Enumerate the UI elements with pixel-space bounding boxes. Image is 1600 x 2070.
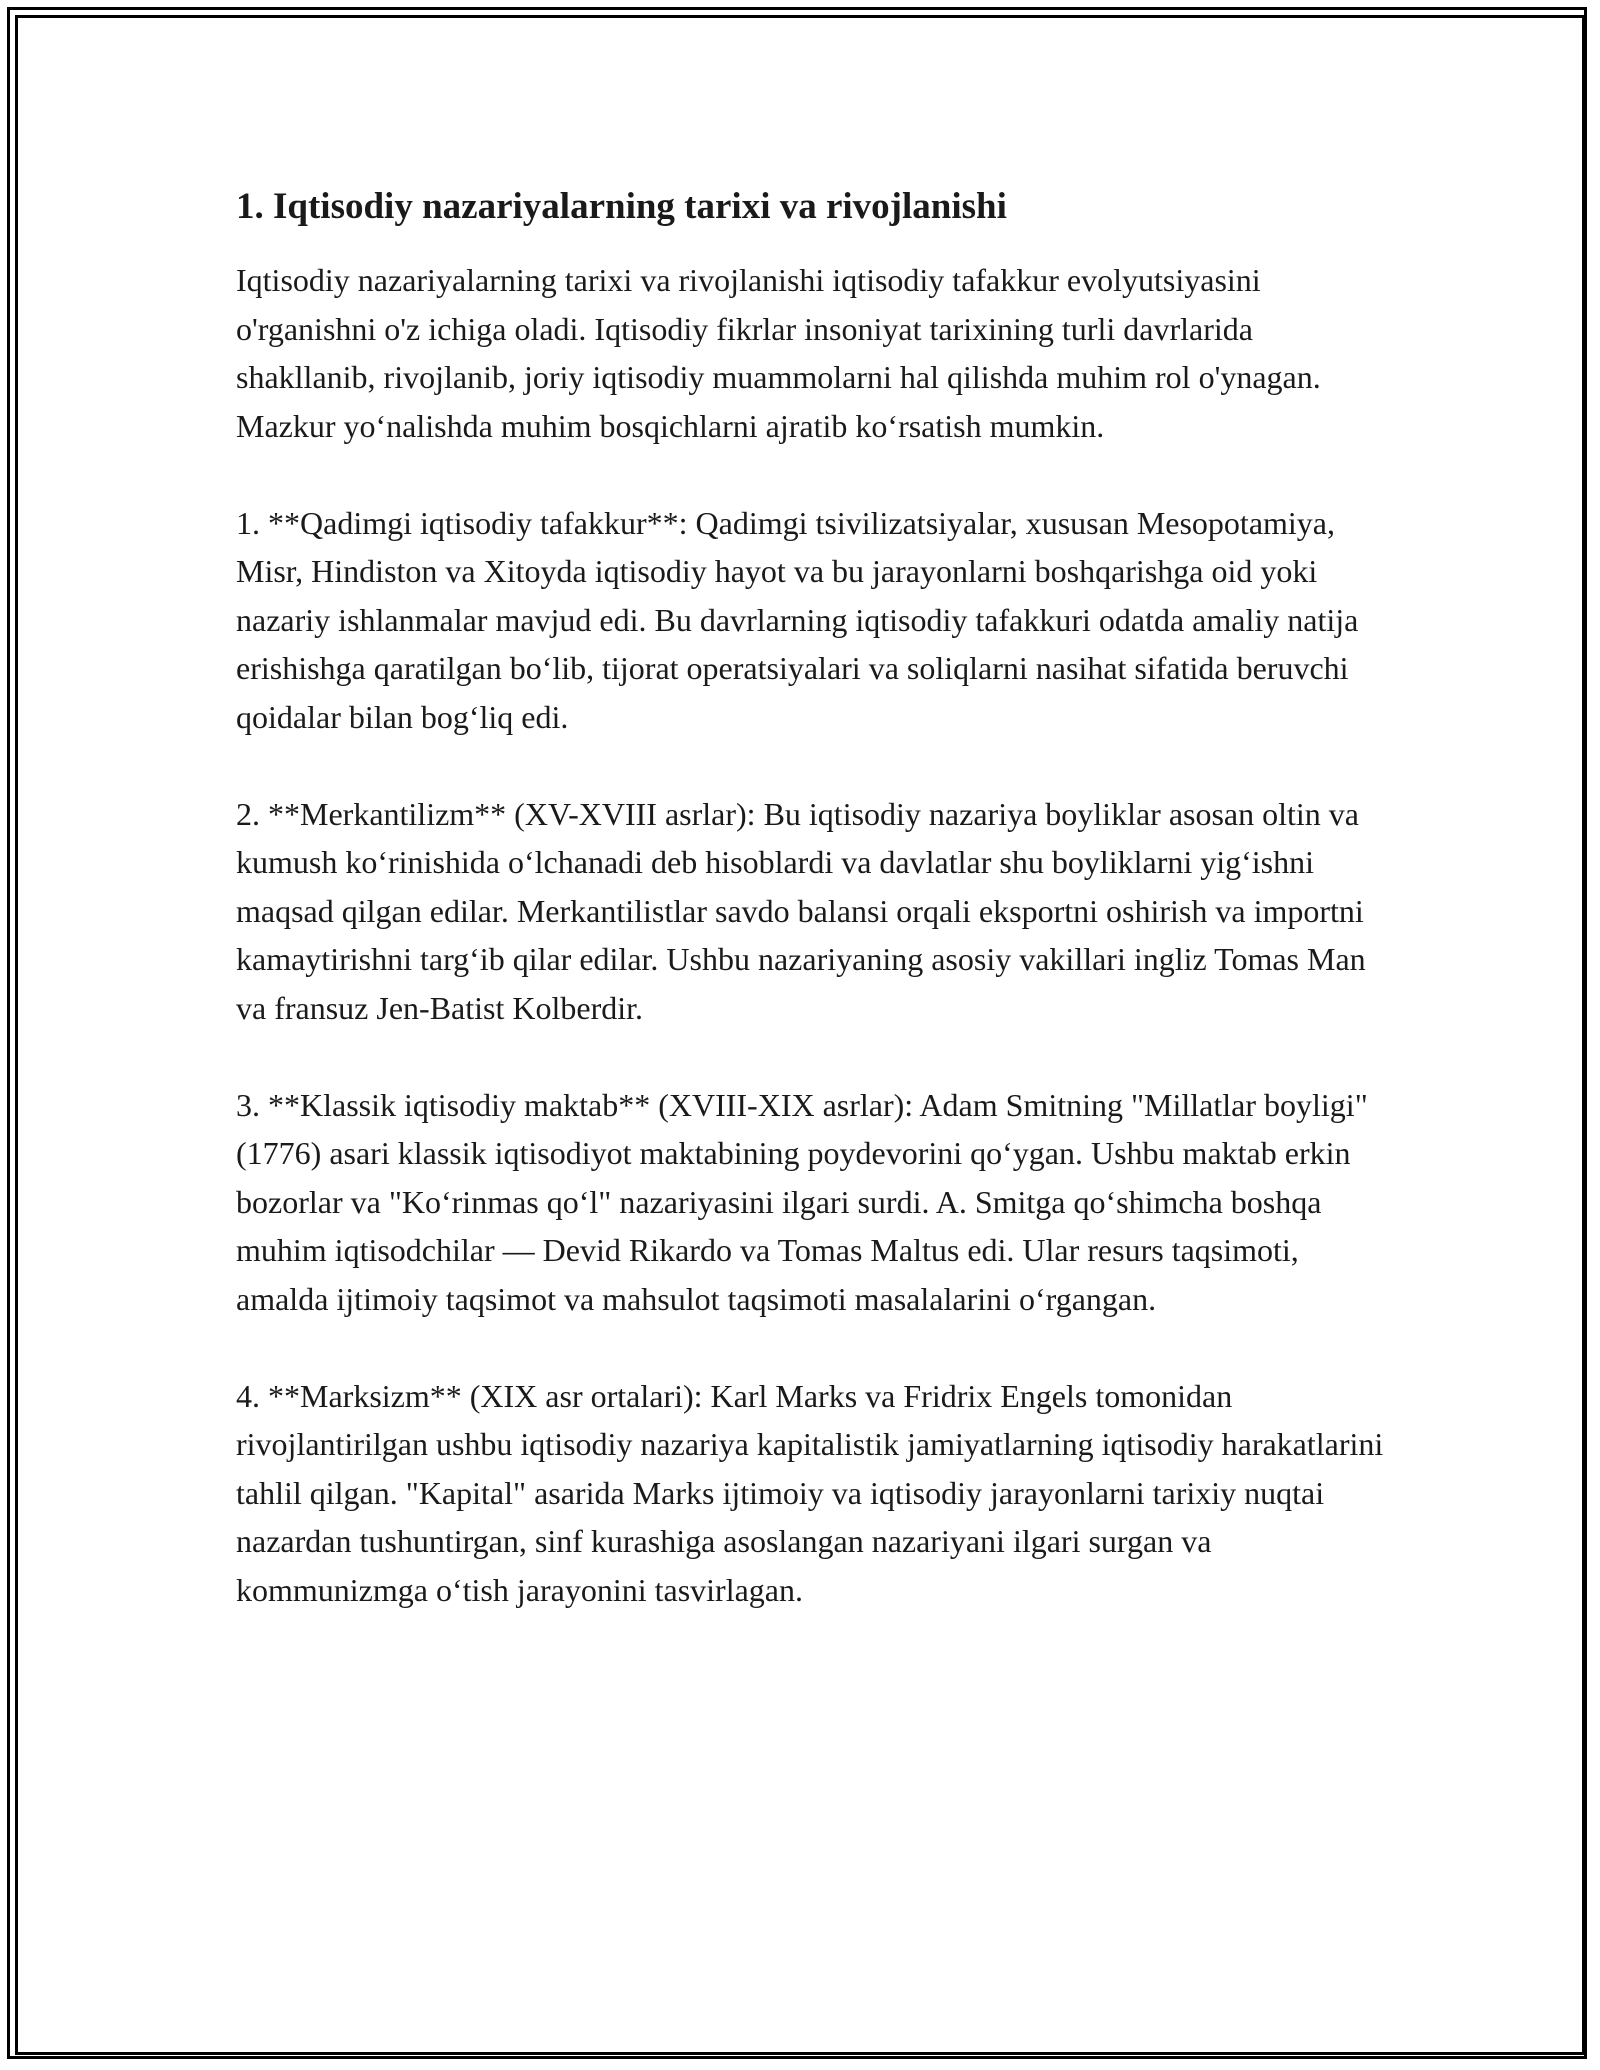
paragraph-ancient-economic-thought: 1. **Qadimgi iqtisodiy tafakkur**: Qadimgi tsivilizatsiyalar, xususan Mesopotamiya, Misr, Hindiston va Xitoyda iqtisodiy hayot va bu jarayonlarni boshqarishga oid yoki nazariy ishlanmalar mavjud edi. Bu davrlarning iqtisodiy tafakkuri odatda amaliy natija erishishga qaratilgan bo‘lib, tijorat operatsiyalari va soliqlarni nasihat sifatida beruvchi qoidalar bilan bog‘liq edi.	[236, 504, 1359, 735]
document-body	[236, 184, 1386, 1663]
paragraph-mercantilism: 2. **Merkantilizm** (XV-XVIII asrlar): Bu iqtisodiy nazariya boyliklar asosan oltin va kumush ko‘rinishida o‘lchanadi deb hisoblardi va davlatlar shu boyliklarni yig‘ishni maqsad qilgan edilar. Merkantilistlar savdo balansi orqali eksportni oshirish va importni kamaytirishni targ‘ib qilar edilar. Ushbu nazariyaning asosiy vakillari ingliz Tomas Man va fransuz Jen-Batist Kolberdir.	[236, 795, 1366, 1026]
paragraph-marxism: 4. **Marksizm** (XIX asr ortalari): Karl Marks va Fridrix Engels tomonidan rivojlantirilgan ushbu iqtisodiy nazariya kapitalistik jamiyatlarning iqtisodiy harakatlarini tahlil qilgan. "Kapital" asarida Marks ijtimoiy va iqtisodiy jarayonlarni tarixiy nuqtai nazardan tushuntirgan, sinf kurashiga asoslangan nazariyani ilgari surgan va kommunizmga o‘tish jarayonini tasvirlagan.	[236, 1377, 1384, 1608]
document-title: 1. Iqtisodiy nazariyalarning tarixi va rivojlanishi	[236, 186, 1007, 227]
intro-paragraph: Iqtisodiy nazariyalarning tarixi va rivojlanishi iqtisodiy tafakkur evolyutsiyasini o'rganishni o'z ichiga oladi. Iqtisodiy fikrlar insoniyat tarixining turli davrlarida shakllanib, rivojlanib, joriy iqtisodiy muammolarni hal qilishda muhim rol o'ynagan. Mazkur yo‘nalishda muhim bosqichlarni ajratib ko‘rsatish mumkin.	[236, 262, 1321, 444]
paragraph-classical-school: 3. **Klassik iqtisodiy maktab** (XVIII-XIX asrlar): Adam Smitning "Millatlar boyligi" (1776) asari klassik iqtisodiyot maktabining poydevorini qo‘ygan. Ushbu maktab erkin bozorlar va "Ko‘rinmas qo‘l" nazariyasini ilgari surdi. A. Smitga qo‘shimcha boshqa muhim iqtisodchilar — Devid Rikardo va Tomas Maltus edi. Ular resurs taqsimoti, amalda ijtimoiy taqsimot va mahsulot taqsimoti masalalarini o‘rgangan.	[236, 1086, 1368, 1317]
